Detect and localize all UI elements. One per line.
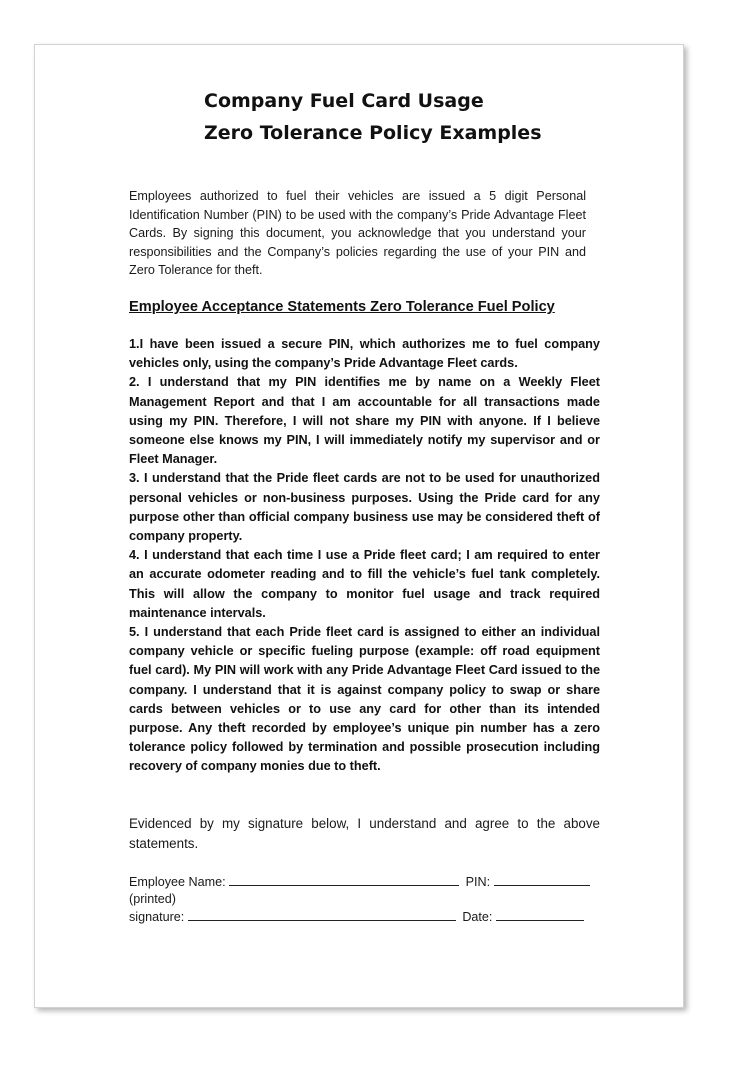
intro-paragraph: Employees authorized to fuel their vehicles are issued a 5 digit Personal Identification Number (PIN) to be used with the company’s Pride Advantage Fleet Cards. By signing this document, you acknowledge that you understand your responsibilities and the Company’s policies regarding the use of your PIN and Zero Tolerance for theft. bbox=[129, 189, 586, 278]
closing-statement: Evidenced by my signature below, I understand and agree to the above statements. bbox=[129, 816, 600, 851]
statement-4: 4. I understand that each time I use a Pride fleet card; I am required to enter an accurate odometer reading and to fill the vehicle’s fuel tank completely. This will allow the company to monitor fuel usage and track required maintenance intervals. bbox=[129, 548, 600, 620]
pin-line[interactable] bbox=[494, 872, 590, 886]
title-line-2: Zero Tolerance Policy Examples bbox=[204, 122, 542, 144]
signature-row bbox=[129, 907, 609, 926]
printed-row bbox=[129, 890, 609, 908]
statement-2: 2. I understand that my PIN identifies me by name on a Weekly Fleet Management Report and that I am accountable for all transactions made using my PIN. Therefore, I will not share my PIN with anyone. If I believe someone else knows my PIN, I will immediately notify my supervisor and or Fleet Manager. bbox=[129, 375, 600, 467]
document-page bbox=[34, 44, 684, 1008]
signature-line[interactable] bbox=[188, 907, 456, 921]
document-title bbox=[204, 85, 644, 149]
date-line[interactable] bbox=[496, 907, 584, 921]
signature-label: signature: bbox=[129, 910, 185, 924]
title-line-1: Company Fuel Card Usage bbox=[204, 90, 484, 112]
statement-5: 5. I understand that each Pride fleet card is assigned to either an individual company vehicle or specific fueling purpose (example: off road equipment fuel card). My PIN will work with any Pride Advantage Fleet Card issued to the company. I understand that it is against company policy to swap or share cards between vehicles or to use any card for other than its intended purpose. Any theft recorded by employee’s unique pin number has a zero tolerance policy followed by termination and possible prosecution including recovery of company monies due to theft. bbox=[129, 625, 600, 774]
employee-name-row bbox=[129, 872, 609, 891]
employee-name-label: Employee Name: bbox=[129, 875, 226, 889]
printed-label: (printed) bbox=[129, 892, 176, 906]
statement-3: 3. I understand that the Pride fleet cards are not to be used for unauthorized personal vehicles or non-business purposes. Using the Pride card for any purpose other than official company business use may be considered theft of company property. bbox=[129, 471, 600, 544]
employee-name-line[interactable] bbox=[229, 872, 459, 886]
statements-list bbox=[129, 335, 600, 777]
section-heading: Employee Acceptance Statements Zero Tolerance Fuel Policy bbox=[129, 299, 555, 315]
date-label: Date: bbox=[462, 910, 493, 924]
pin-label: PIN: bbox=[465, 875, 491, 889]
statement-1: 1.I have been issued a secure PIN, which authorizes me to fuel company vehicles only, using the company’s Pride Advantage Fleet cards. bbox=[129, 337, 600, 371]
